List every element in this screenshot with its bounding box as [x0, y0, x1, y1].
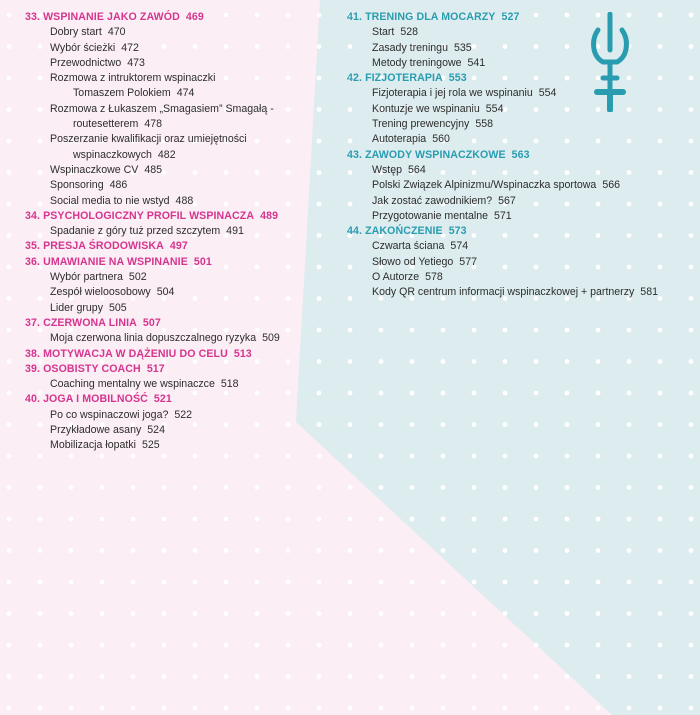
- toc-entry-title: Lider grupy: [50, 301, 103, 314]
- toc-entry-page-number: 564: [408, 163, 426, 176]
- toc-entry-page-number: 491: [226, 225, 244, 238]
- toc-entry-page-number: 541: [467, 56, 486, 69]
- chapter-title: 40. JOGA I MOBILNOŚĆ: [25, 393, 148, 406]
- toc-entry[interactable]: [347, 239, 667, 254]
- chapter-heading[interactable]: [347, 148, 667, 163]
- chapter-title: 35. PRESJA ŚRODOWISKA: [25, 240, 164, 253]
- chapter-title: 39. OSOBISTY COACH: [25, 362, 141, 375]
- toc-entry[interactable]: [25, 423, 295, 438]
- toc-entry[interactable]: [347, 209, 667, 224]
- chapter-page-number: 527: [501, 11, 520, 23]
- toc-entry-title: Wybór partnera: [50, 271, 123, 284]
- chapter-title: 38. MOTYWACJA W DĄŻENIU DO CELU: [25, 347, 228, 360]
- toc-entry-title: Poszerzanie kwalifikacji oraz umiejętności: [50, 133, 247, 146]
- chapter-title: 42. FIZJOTERAPIA: [347, 72, 443, 85]
- toc-entry-page-number: 528: [400, 26, 419, 39]
- toc-entry-page-number: 525: [141, 439, 160, 452]
- toc-entry[interactable]: [25, 408, 295, 423]
- chapter-title: 43. ZAWODY WSPINACZKOWE: [347, 148, 506, 161]
- toc-entry-title: O Autorze: [372, 271, 420, 284]
- chapter-heading[interactable]: [25, 255, 295, 270]
- chapter-title: 33. WSPINANIE JAKO ZAWÓD: [25, 11, 180, 23]
- toc-entry-title: Przygotowanie mentalne: [372, 209, 489, 222]
- toc-entry[interactable]: [25, 102, 295, 117]
- chapter-title: 41. TRENING DLA MOCARZY: [347, 11, 496, 23]
- toc-entry[interactable]: [25, 132, 295, 147]
- toc-entry-title: Po co wspinaczowi joga?: [50, 408, 169, 421]
- toc-entry-page-number: 474: [176, 87, 195, 100]
- toc-entry-title: Start: [372, 26, 395, 39]
- chapter-page-number: 553: [448, 72, 467, 85]
- chapter-title: 44. ZAKOŃCZENIE: [347, 225, 443, 238]
- toc-entry-title: Polski Związek Alpinizmu/Wspinaczka sportowa: [372, 179, 597, 192]
- toc-entry-title: Wstęp: [372, 163, 403, 176]
- toc-entry-page-number: 502: [128, 271, 147, 284]
- toc-entry-page-number: 571: [494, 209, 512, 222]
- toc-entry[interactable]: [347, 194, 667, 209]
- chapter-page-number: 521: [153, 393, 172, 406]
- chapter-title: 34. PSYCHOLOGICZNY PROFIL WSPINACZA: [25, 209, 255, 222]
- toc-entry-title: wspinaczkowych: [73, 148, 152, 161]
- toc-entry-title: Kontuzje we wspinaniu: [372, 102, 480, 115]
- toc-left-column: [25, 10, 295, 454]
- chapter-page-number: 517: [146, 362, 165, 375]
- chapter-heading[interactable]: [25, 209, 295, 224]
- toc-entry-title: Rozmowa z Łukaszem „Smagasiem” Smagałą -: [50, 102, 274, 115]
- toc-entry[interactable]: [25, 41, 295, 56]
- toc-entry[interactable]: [25, 163, 295, 178]
- chapter-heading[interactable]: [25, 239, 295, 254]
- toc-entry-title: Wspinaczkowe CV: [50, 163, 139, 176]
- toc-entry[interactable]: [25, 331, 295, 346]
- toc-entry-page-number: 482: [157, 148, 176, 161]
- toc-entry-page-number: 581: [640, 286, 658, 299]
- toc-entry-title: Sponsoring: [50, 179, 104, 192]
- toc-entry-title: Jak zostać zawodnikiem?: [372, 194, 493, 207]
- toc-entry-page-number: 524: [147, 424, 165, 437]
- toc-entry[interactable]: [347, 270, 667, 285]
- toc-entry[interactable]: [25, 86, 295, 101]
- toc-entry-page-number: 522: [174, 408, 193, 421]
- toc-entry-title: Mobilizacja łopatki: [50, 439, 136, 452]
- toc-entry[interactable]: [347, 178, 667, 193]
- chapter-page-number: 563: [511, 148, 530, 161]
- toc-entry-page-number: 574: [450, 240, 469, 253]
- toc-entry-title: Zasady treningu: [372, 41, 448, 54]
- toc-entry-page-number: 554: [538, 87, 557, 100]
- toc-entry-page-number: 535: [453, 41, 472, 54]
- chapter-page-number: 469: [185, 11, 204, 23]
- toc-entry[interactable]: [25, 117, 295, 132]
- toc-entry-page-number: 485: [144, 163, 162, 176]
- chapter-heading[interactable]: [25, 392, 295, 407]
- toc-entry-page-number: 509: [262, 332, 280, 345]
- toc-entry[interactable]: [25, 56, 295, 71]
- chapter-title: 36. UMAWIANIE NA WSPINANIE: [25, 255, 188, 268]
- toc-entry-page-number: 518: [220, 378, 239, 391]
- toc-entry[interactable]: [25, 377, 295, 392]
- toc-entry[interactable]: [25, 71, 295, 86]
- toc-entry-page-number: 472: [121, 41, 139, 54]
- toc-entry-page-number: 578: [425, 271, 443, 284]
- toc-entry[interactable]: [347, 255, 667, 270]
- toc-entry-title: Coaching mentalny we wspinaczce: [50, 378, 215, 391]
- toc-entry-title: Metody treningowe: [372, 56, 462, 69]
- climbing-quickdraw-icon: [588, 12, 632, 112]
- toc-entry-title: Czwarta ściana: [372, 240, 445, 253]
- toc-entry-page-number: 567: [498, 194, 516, 207]
- toc-entry-title: Przewodnictwo: [50, 56, 122, 69]
- chapter-heading[interactable]: [25, 347, 295, 362]
- toc-entry-page-number: 504: [156, 286, 175, 299]
- toc-entry-page-number: 470: [107, 26, 126, 39]
- chapter-page-number: 513: [233, 347, 252, 360]
- toc-entry-title: Kody QR centrum informacji wspinaczkowej + partnerzy: [372, 286, 635, 299]
- toc-entry-page-number: 486: [109, 179, 128, 192]
- toc-entry-page-number: 505: [109, 301, 127, 314]
- toc-entry-title: Wybór ścieżki: [50, 41, 116, 54]
- toc-entry[interactable]: [347, 132, 667, 147]
- toc-entry-page-number: 473: [127, 56, 145, 69]
- toc-entry-page-number: 488: [175, 194, 194, 207]
- chapter-heading[interactable]: [25, 362, 295, 377]
- toc-entry-page-number: 558: [475, 118, 494, 131]
- chapter-heading[interactable]: [25, 10, 295, 25]
- toc-entry-title: Autoterapia: [372, 133, 427, 146]
- toc-entry[interactable]: [347, 285, 667, 300]
- toc-entry-page-number: 566: [602, 179, 621, 192]
- toc-entry[interactable]: [25, 285, 295, 300]
- toc-entry-title: Fizjoterapia i jej rola we wspinaniu: [372, 87, 533, 100]
- chapter-title: 37. CZERWONA LINIA: [25, 316, 137, 329]
- chapter-heading[interactable]: [347, 224, 667, 239]
- toc-entry[interactable]: [25, 25, 295, 40]
- toc-entry[interactable]: [25, 301, 295, 316]
- chapter-page-number: 489: [260, 209, 279, 222]
- chapter-heading[interactable]: [25, 316, 295, 331]
- toc-entry[interactable]: [25, 178, 295, 193]
- toc-entry-title: Spadanie z góry tuż przed szczytem: [50, 225, 221, 238]
- toc-entry-title: Trening prewencyjny: [372, 118, 470, 131]
- toc-entry-page-number: 478: [144, 118, 163, 131]
- toc-entry[interactable]: [25, 148, 295, 163]
- toc-entry-page-number: 577: [459, 255, 477, 268]
- toc-entry-title: Moja czerwona linia dopuszczalnego ryzyka: [50, 332, 257, 345]
- toc-entry-title: Tomaszem Polokiem: [73, 87, 171, 100]
- toc-entry[interactable]: [347, 117, 667, 132]
- toc-entry-title: Dobry start: [50, 26, 102, 39]
- chapter-page-number: 573: [448, 225, 467, 238]
- toc-entry[interactable]: [25, 270, 295, 285]
- toc-entry-title: Rozmowa z intruktorem wspinaczki: [50, 72, 216, 85]
- toc-entry-page-number: 554: [485, 102, 504, 115]
- toc-entry-title: Social media to nie wstyd: [50, 194, 170, 207]
- toc-entry-title: Zespół wieloosobowy: [50, 286, 151, 299]
- toc-entry[interactable]: [25, 438, 295, 453]
- toc-entry-title: Słowo od Yetiego: [372, 255, 454, 268]
- chapter-page-number: 497: [169, 240, 188, 253]
- toc-entry-page-number: 560: [432, 133, 450, 146]
- toc-entry[interactable]: [25, 224, 295, 239]
- toc-entry[interactable]: [25, 194, 295, 209]
- toc-entry-title: routesetterem: [73, 118, 139, 131]
- chapter-page-number: 501: [193, 255, 212, 268]
- toc-entry-title: Przykładowe asany: [50, 424, 142, 437]
- toc-entry[interactable]: [347, 163, 667, 178]
- chapter-page-number: 507: [142, 316, 161, 329]
